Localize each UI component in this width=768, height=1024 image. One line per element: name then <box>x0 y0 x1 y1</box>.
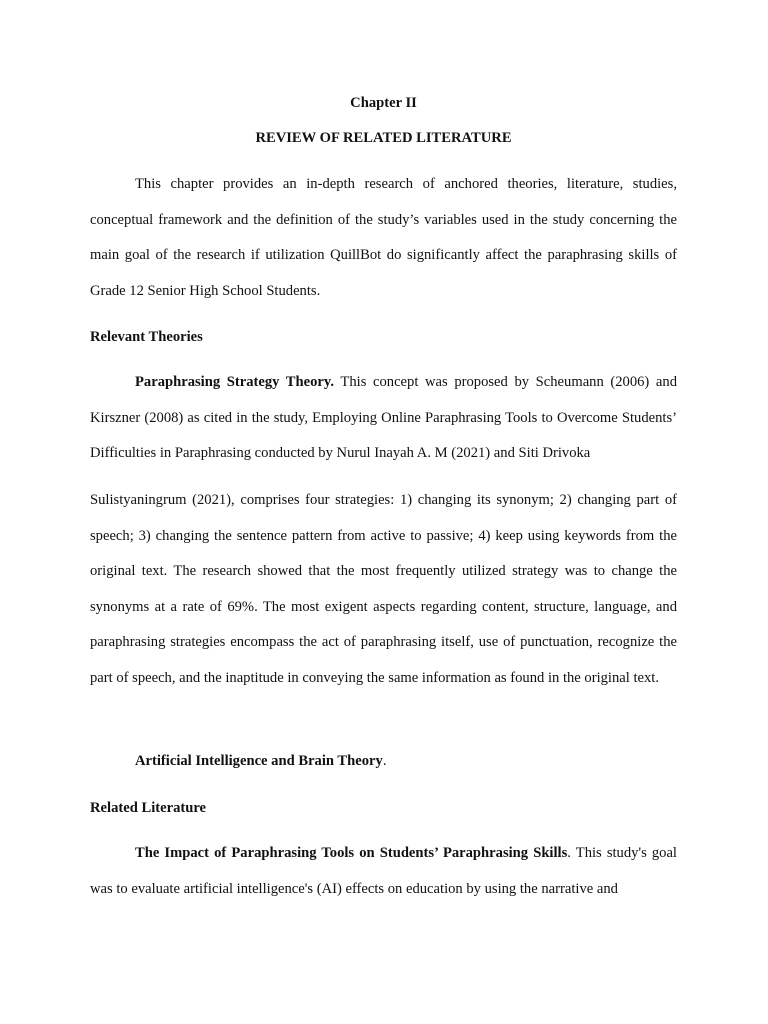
relevant-theories-heading: Relevant Theories <box>90 329 203 345</box>
paraphrasing-theory-paragraph-2 <box>90 483 677 697</box>
chapter-title: REVIEW OF RELATED LITERATURE <box>255 130 512 146</box>
paraphrasing-theory-paragraph-1 <box>90 365 677 472</box>
paraphrasing-theory-title: Paraphrasing Strategy Theory. <box>135 374 335 390</box>
paraphrasing-theory-text-1: This concept was proposed by Scheumann (2006) and Kirszner (2008) as cited in the study, Employing Online Paraphrasing Tools to Overcome Students’ Difficulties in Paraphrasing conducted by Nurul Inayah A. M (2021) and Siti Drivoka <box>90 374 677 462</box>
impact-title: The Impact of Paraphrasing Tools on Students’ Paraphrasing Skills <box>135 845 568 861</box>
intro-paragraph <box>90 167 677 309</box>
intro-text: This chapter provides an in-depth research of anchored theories, literature, studies, conceptual framework and the definition of the study’s variables used in the study concerning the main goal of the research if utilization QuillBot do significantly affect the paraphrasing skills of Grade 12 Senior High School Students. <box>90 176 677 299</box>
chapter-number: Chapter II <box>350 95 417 111</box>
document-page <box>90 0 677 1024</box>
paraphrasing-theory-text-2: Sulistyaningrum (2021), comprises four strategies: 1) changing its synonym; 2) changing part of speech; 3) changing the sentence pattern from active to passive; 4) keep using keywords from the original text. The research showed that the most frequently utilized strategy was to change the synonyms at a rate of 69%. The most exigent aspects regarding content, structure, language, and paraphrasing strategies encompass the act of paraphrasing itself, use of punctuation, recognize the part of speech, and the inaptitude in conveying the same information as found in the original text. <box>90 492 677 686</box>
impact-paragraph <box>90 836 677 907</box>
ai-theory-paragraph <box>90 744 677 780</box>
related-literature-heading: Related Literature <box>90 800 207 816</box>
ai-theory-title: Artificial Intelligence and Brain Theory <box>135 753 383 769</box>
ai-theory-suffix: . <box>382 753 387 769</box>
impact-text: . This study's goal was to evaluate artificial intelligence's (AI) effects on education by using the narrative and <box>90 845 677 897</box>
